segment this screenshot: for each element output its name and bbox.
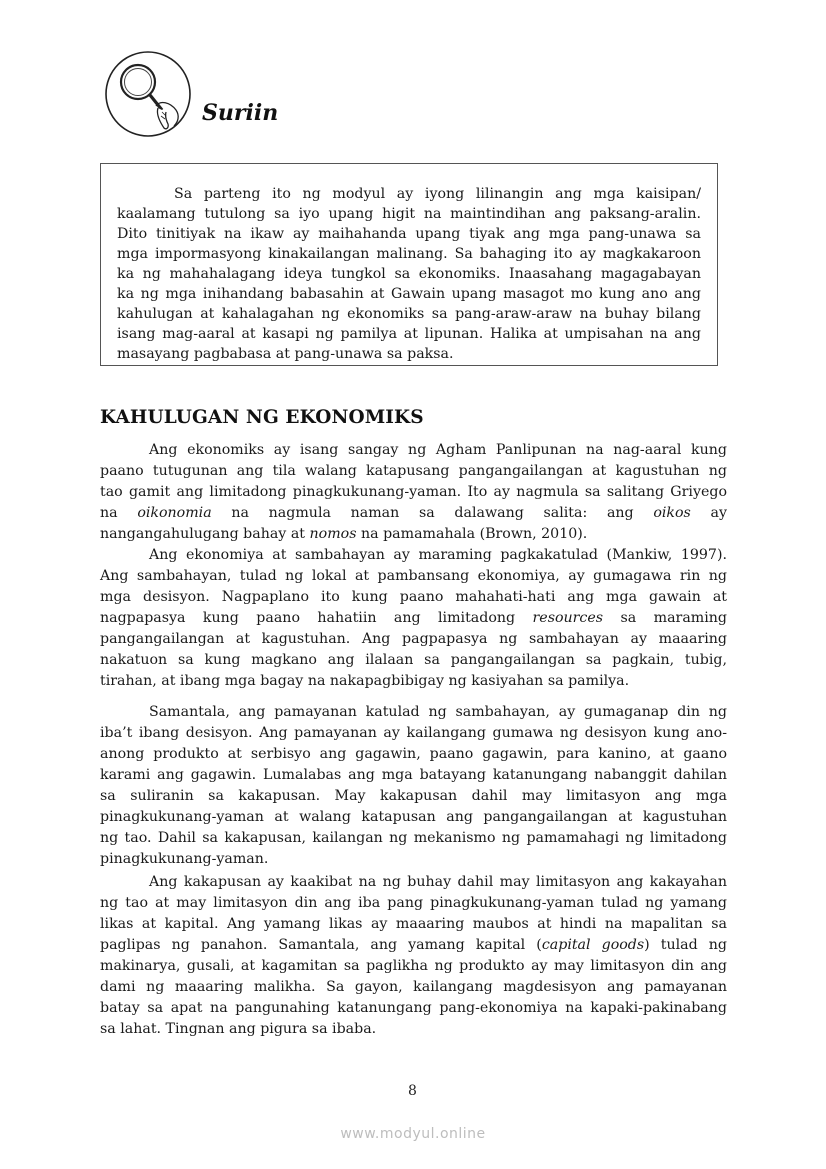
paragraph-2-line: mga desisyon. Nagpaplano ito kung paano mahahati-hati ang mga gawain at bbox=[100, 589, 727, 605]
paragraph-2-line: nagpapasya kung paano hahatiin ang limitadong resources sa maraming bbox=[100, 610, 727, 626]
paragraph-1-line: Ang ekonomiks ay isang sangay ng Agham Panlipunan na nag-aaral kung bbox=[149, 442, 727, 458]
intro-text-line: ka ng mga inihandang babasahin at Gawain upang masagot mo kung ano ang bbox=[117, 286, 701, 302]
intro-text-line: Dito tinitiyak na ikaw ay maihahanda upang tiyak ang mga pang-unawa sa bbox=[117, 226, 701, 242]
magnifying-glass-icon bbox=[104, 50, 192, 138]
intro-text-line: masayang pagbabasa at pang-unawa sa paksa. bbox=[117, 346, 454, 362]
paragraph-3-line: ng tao. Dahil sa kakapusan, kailangan ng mekanismo ng pamamahagi ng limitadong bbox=[100, 830, 727, 846]
section-header-title: Suriin bbox=[202, 100, 279, 126]
paragraph-1-line: paano tutugunan ang tila walang katapusang pangangailangan at kagustuhan ng bbox=[100, 463, 727, 479]
intro-text-line: kaalamang tutulong sa iyo upang higit na maintindihan ang paksang-aralin. bbox=[117, 206, 701, 222]
paragraph-4-line: ng tao at may limitasyon din ang iba pang pinagkukunang-yaman tulad ng yamang bbox=[100, 895, 727, 911]
emphasis-term: resources bbox=[532, 610, 604, 626]
intro-text-line: kahulugan at kahalagahan ng ekonomiks sa pang-araw-araw na buhay bilang bbox=[117, 306, 701, 322]
paragraph-2-line: tirahan, at ibang mga bagay na nakapagbibigay ng kasiyahan sa pamilya. bbox=[100, 673, 630, 689]
paragraph-1-line: na oikonomia na nagmula naman sa dalawang salita: ang oikos ay bbox=[100, 505, 728, 521]
paragraph-4-line: paglipas ng panahon. Samantala, ang yamang kapital (capital goods) tulad ng bbox=[100, 937, 727, 953]
paragraph-3-line: Samantala, ang pamayanan katulad ng sambahayan, ay gumaganap din ng bbox=[149, 704, 727, 720]
intro-box bbox=[100, 163, 718, 366]
emphasis-term: oikonomia bbox=[137, 505, 212, 521]
paragraph-2-line: nakatuon sa kung magkano ang ilalaan sa pangangailangan sa pagkain, tubig, bbox=[100, 652, 727, 668]
section-header bbox=[104, 50, 404, 160]
paragraph-2-line: Ang sambahayan, tulad ng lokal at pambansang ekonomiya, ay gumagawa rin ng bbox=[100, 568, 727, 584]
paragraph-4-line: Ang kakapusan ay kaakibat na ng buhay dahil may limitasyon ang kakayahan bbox=[149, 874, 727, 890]
intro-text-line: Sa parteng ito ng modyul ay iyong lilinangin ang mga kaisipan/ bbox=[174, 186, 701, 202]
paragraph-1-line: nangangahulugang bahay at nomos na pamamahala (Brown, 2010). bbox=[100, 526, 588, 542]
paragraph-2-line: Ang ekonomiya at sambahayan ay maraming pagkakatulad (Mankiw, 1997). bbox=[149, 547, 727, 563]
paragraph-3-line: pinagkukunang-yaman. bbox=[100, 851, 269, 867]
paragraph-4-line: likas at kapital. Ang yamang likas ay maaaring maubos at hindi na mapalitan sa bbox=[100, 916, 727, 932]
paragraph-4-line: makinarya, gusali, at kagamitan sa paglikha ng produkto ay may limitasyon din ang bbox=[100, 958, 727, 974]
intro-text-line: isang mag-aaral at kasapi ng pamilya at lipunan. Halika at umpisahan na ang bbox=[117, 326, 701, 342]
page-number: 8 bbox=[408, 1083, 417, 1099]
emphasis-term: capital goods bbox=[541, 937, 645, 953]
watermark: www.modyul.online bbox=[340, 1126, 486, 1142]
paragraph-1-line: tao gamit ang limitadong pinagkukunang-yaman. Ito ay nagmula sa salitang Griyego bbox=[100, 484, 727, 500]
paragraph-3-line: karami ang gagawin. Lumalabas ang mga batayang katanungang nabanggit dahilan bbox=[100, 767, 727, 783]
paragraph-3-line: iba’t ibang desisyon. Ang pamayanan ay kailangang gumawa ng desisyon kung ano- bbox=[100, 725, 727, 741]
paragraph-3-line: anong produkto at serbisyo ang gagawin, paano gagawin, para kanino, at gaano bbox=[100, 746, 727, 762]
paragraph-2-line: pangangailangan at kagustuhan. Ang pagpapasya ng sambahayan ay maaaring bbox=[100, 631, 727, 647]
paragraph-4-line: sa lahat. Tingnan ang pigura sa ibaba. bbox=[100, 1021, 377, 1037]
section-title: KAHULUGAN NG EKONOMIKS bbox=[100, 407, 424, 428]
paragraph-4-line: dami ng maaaring malikha. Sa gayon, kailangang magdesisyon ang pamayanan bbox=[100, 979, 727, 995]
paragraph-3-line: sa suliranin sa kakapusan. May kakapusan dahil may limitasyon ang mga bbox=[100, 788, 727, 804]
paragraph-4-line: batay sa apat na pangunahing katanungang pang-ekonomiya na kapaki-pakinabang bbox=[100, 1000, 727, 1016]
paragraph-3-line: pinagkukunang-yaman at walang katapusan ang pangangailangan at kagustuhan bbox=[100, 809, 727, 825]
intro-text-line: ka ng mahahalagang ideya tungkol sa ekonomiks. Inaasahang magagabayan bbox=[117, 266, 701, 282]
intro-text-line: mga impormasyong kinakailangan malinang. Sa bahaging ito ay magkakaroon bbox=[117, 246, 701, 262]
emphasis-term: oikos bbox=[653, 505, 691, 521]
emphasis-term: nomos bbox=[309, 526, 357, 542]
